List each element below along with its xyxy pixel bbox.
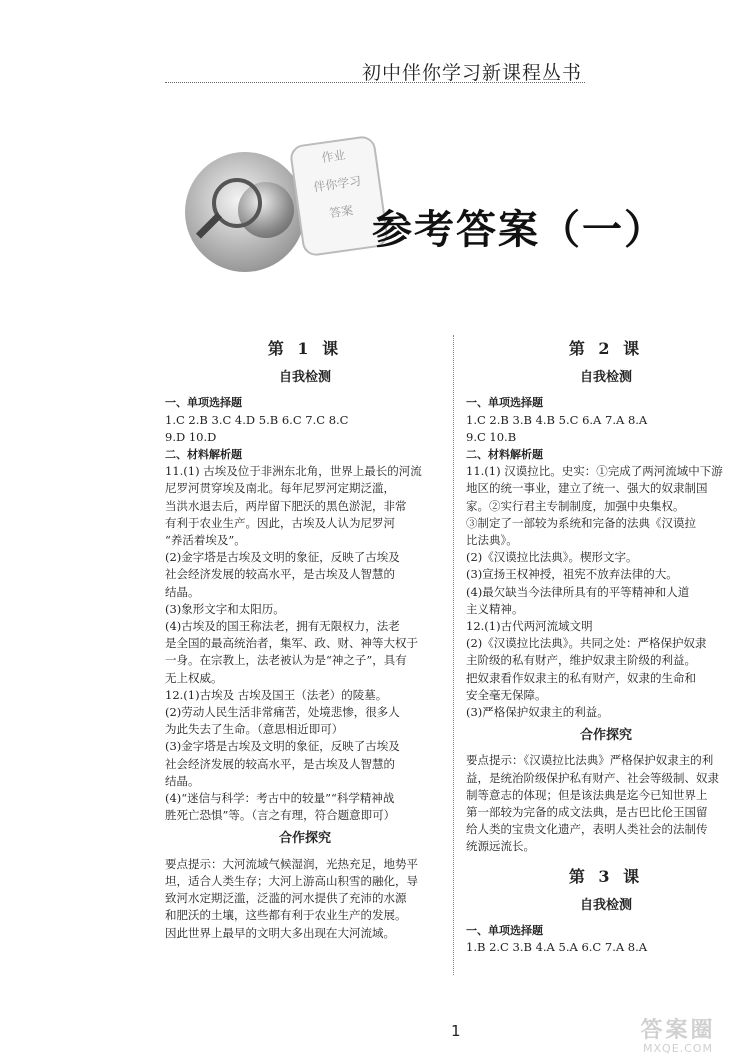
answer-line: 1.C 2.B 3.B 4.B 5.C 6.A 7.A 8.A	[466, 412, 648, 427]
column-divider	[453, 335, 454, 975]
answer-line: 11.(1) 古埃及位于非洲东北角，世界上最长的河流	[165, 464, 422, 479]
answer-line: 要点提示：《汉谟拉比法典》严格保护奴隶主的利	[466, 753, 714, 768]
answer-line: (4)古埃及的国王称法老，拥有无限权力，法老	[165, 619, 400, 634]
answer-line: 无上权威。	[165, 670, 223, 685]
answer-line: (3)象形文字和太阳历。	[165, 601, 285, 616]
answer-line: 和肥沃的土壤，这些都有利于农业生产的发展。	[165, 908, 407, 923]
answer-line: (3)严格保护奴隶主的利益。	[466, 705, 609, 720]
subsection-heading: 一、单项选择题	[165, 396, 242, 410]
answer-line: (2)劳动人民生活非常痛苦，处境悲惨，很多人	[165, 705, 400, 720]
series-title: 初中伴你学习新课程丛书	[361, 62, 582, 84]
lesson-title: 第 2 课	[568, 339, 644, 358]
answer-line: 1.B 2.C 3.B 4.A 5.A 6.C 7.A 8.A	[466, 940, 648, 955]
answer-line: 地区的统一事业，建立了统一、强大的奴隶制国	[466, 481, 708, 496]
answer-line: 结晶。	[165, 773, 200, 788]
answer-line: 社会经济发展的较高水平，是古埃及人智慧的	[165, 756, 395, 771]
answer-line: 因此世界上最早的文明大多出现在大河流域。	[165, 925, 395, 940]
answer-line: 1.C 2.B 3.C 4.D 5.B 6.C 7.C 8.C	[165, 412, 349, 427]
answer-line: 一身。在宗教上，法老被认为是“神之子”，具有	[165, 653, 407, 668]
answer-line: (4)最欠缺当今法律所具有的平等精神和人道	[466, 584, 690, 599]
section-heading: 自我检测	[278, 370, 331, 386]
page-title: 参考答案（一）	[372, 206, 666, 253]
subsection-heading: 一、单项选择题	[466, 924, 543, 938]
answer-line: 9.C 10.B	[466, 429, 517, 444]
answer-line: 12.(1)古代两河流域文明	[466, 619, 593, 634]
subsection-heading: 一、单项选择题	[466, 396, 543, 410]
answer-line: 社会经济发展的较高水平，是古埃及人智慧的	[165, 567, 395, 582]
answer-line: 尼罗河贯穿埃及南北。每年尼罗河定期泛滥，	[165, 481, 395, 496]
answer-line: 结晶。	[165, 584, 200, 599]
answer-line: 主义精神。	[466, 601, 524, 616]
stamp-line: 伴你学习	[312, 173, 363, 195]
watermark-line: 答案圈	[640, 1018, 716, 1043]
answer-line: (3)金字塔是古埃及文明的象征，反映了古埃及	[165, 739, 400, 754]
answer-line: 安全毫无保障。	[466, 687, 547, 702]
header-divider	[165, 82, 585, 83]
answer-line: 9.D 10.D	[165, 429, 217, 444]
answer-line: 第一部较为完备的成文法典，是古巴比伦王国留	[466, 805, 708, 820]
magnifier-icon	[212, 178, 262, 228]
stamp-line: 作业	[320, 147, 347, 165]
answer-line: 给人类的宝贵文化遗产，表明人类社会的法制传	[466, 822, 708, 837]
answer-line: 比法典》。	[466, 533, 518, 548]
answer-line: 要点提示：大河流域气候湿润，光热充足，地势平	[165, 856, 418, 871]
answer-line: “养活着埃及”。	[165, 533, 246, 548]
page-number: 1	[451, 1022, 461, 1040]
stamp-line: 答案	[328, 203, 355, 221]
watermark	[618, 1020, 738, 1056]
subsection-heading: 二、材料解析题	[466, 448, 543, 462]
answer-line: ③制定了一部较为系统和完备的法典《汉谟拉	[466, 515, 696, 530]
answer-line: (2)《汉谟拉比法典》。共同之处：严格保护奴隶	[466, 636, 707, 651]
lesson-title: 第 3 课	[568, 866, 644, 886]
section-heading: 合作探究	[278, 831, 331, 847]
answer-line: 12.(1)古埃及 古埃及国王（法老）的陵墓。	[165, 687, 388, 702]
answer-line: 家。②实行君主专制制度，加强中央集权。	[466, 498, 685, 513]
answer-line: 11.(1) 汉谟拉比。史实：①完成了两河流域中下游	[466, 464, 723, 479]
answer-line: 益，是统治阶级保护私有财产、社会等级制、奴隶	[466, 770, 719, 785]
answer-line: 统源远流长。	[466, 839, 535, 854]
section-heading: 自我检测	[579, 370, 632, 386]
left-column	[165, 338, 445, 942]
spacer	[466, 856, 746, 866]
answer-line: 胜死亡恐惧”等。（言之有理，符合题意即可）	[165, 808, 396, 823]
right-column	[466, 338, 746, 957]
lesson-title: 第 1 课	[267, 339, 343, 358]
answer-line: 有利于农业生产。因此，古埃及人认为尼罗河	[165, 515, 395, 530]
subsection-heading: 二、材料解析题	[165, 448, 242, 462]
answer-line: 坦，适合人类生存；大河上游高山积雪的融化，导	[165, 873, 418, 888]
section-heading: 自我检测	[579, 897, 632, 913]
section-heading: 合作探究	[579, 728, 632, 744]
answer-line: 为此失去了生命。（意思相近即可）	[165, 722, 344, 737]
answer-line: 主阶级的私有财产，维护奴隶主阶级的利益。	[466, 653, 696, 668]
answer-line: (2)金字塔是古埃及文明的象征，反映了古埃及	[165, 550, 400, 565]
answer-line: 制等意志的体现；但是该法典是迄今已知世界上	[466, 787, 708, 802]
answer-line: 当洪水退去后，两岸留下肥沃的黑色淤泥，非常	[165, 498, 407, 513]
answer-line: (2)《汉谟拉比法典》。楔形文字。	[466, 550, 638, 565]
watermark-line: MXQE.COM	[643, 1042, 713, 1055]
answer-line: (3)宣扬王权神授，祖宪不放弃法律的大。	[466, 567, 678, 582]
answer-line: 是全国的最高统治者，集军、政、财、神等大权于	[165, 636, 418, 651]
answer-line: 把奴隶看作奴隶主的私有财产，奴隶的生命和	[466, 670, 696, 685]
answer-line: (4)“迷信与科学：考古中的较量”“科学精神战	[165, 791, 395, 806]
answer-line: 致河水定期泛滥，泛滥的河水提供了充沛的水源	[165, 891, 407, 906]
